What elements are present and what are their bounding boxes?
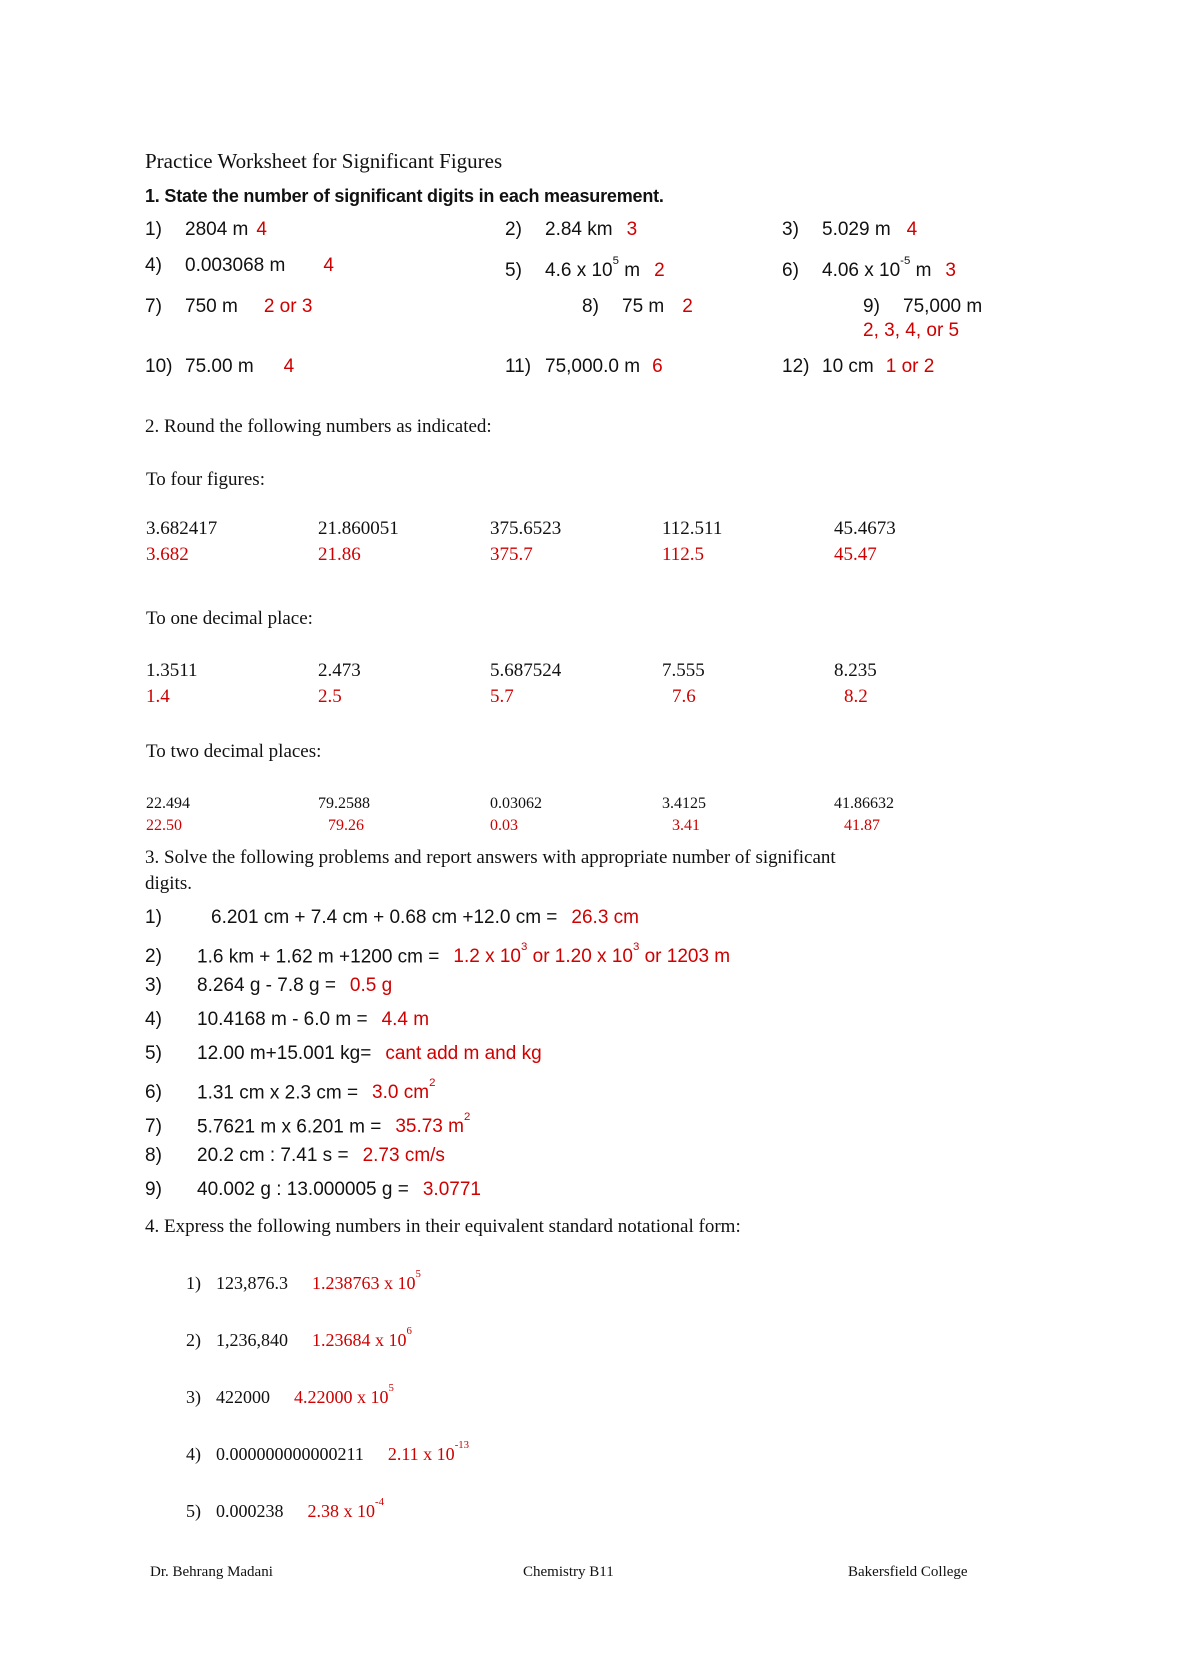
- problem-text: 5.7621 m x 6.201 m =: [197, 1116, 382, 1138]
- round-answer: 7.6: [672, 686, 696, 707]
- round-answer: 8.2: [844, 686, 868, 707]
- item-number: 3): [186, 1387, 201, 1407]
- section2-rounding: [146, 468, 1066, 837]
- item-text: 75,000 m: [903, 296, 983, 318]
- problem-answer: 3.0771: [422, 1179, 481, 1200]
- problem-text: 10.4168 m - 6.0 m =: [197, 1009, 368, 1030]
- item-number: 4): [145, 255, 162, 276]
- round-number: 1.3511: [146, 660, 198, 681]
- problem-item: [145, 1178, 730, 1212]
- page-title: Practice Worksheet for Significant Figures: [145, 149, 503, 173]
- notation-answer: 2.38 x $10^{-4}$: [307, 1496, 384, 1521]
- item-number: 8): [582, 296, 599, 318]
- problem-answer: 1.2 x $10^3$ or 1.20 x $10^3$ or 1203 m: [453, 940, 731, 968]
- round-answer: 375.7: [490, 544, 533, 565]
- problem-text: 1.31 cm x 2.3 cm =: [197, 1082, 359, 1104]
- notation-item: [186, 1381, 469, 1409]
- problem-answer: cant add m and kg: [385, 1043, 542, 1064]
- problem-answer: 35.73 $m^2$: [395, 1110, 471, 1138]
- round-number: 375.6523: [490, 518, 562, 539]
- section3-heading: [145, 845, 1075, 897]
- sigfig-item: [782, 254, 1155, 283]
- item-answer: 4: [283, 356, 295, 378]
- round-number: 5.687524: [490, 660, 562, 681]
- problem-item: [145, 974, 730, 1008]
- footer-author: Dr. Behrang Madani: [150, 1564, 273, 1580]
- round-answer: 3.682: [146, 544, 189, 565]
- item-number: 7): [145, 1116, 162, 1138]
- problem-text: 8.264 g - 7.8 g =: [197, 975, 336, 996]
- item-number: 1): [145, 907, 162, 928]
- item-number: 1): [186, 1273, 201, 1293]
- problem-answer: 26.3 cm: [571, 907, 639, 928]
- round-number: 79.2588: [318, 795, 370, 812]
- item-answer: 2: [654, 260, 665, 282]
- problem-answer: 4.4 m: [381, 1009, 430, 1030]
- notation-item: [186, 1495, 469, 1523]
- section3-heading-line2: digits.: [145, 873, 192, 894]
- round-number: 21.860051: [318, 518, 399, 539]
- item-number: 8): [145, 1145, 162, 1166]
- item-number: 5): [145, 1043, 162, 1064]
- sigfig-item: [505, 355, 782, 379]
- item-number: 4): [186, 1444, 201, 1464]
- item-text: 5.029 m: [822, 219, 891, 240]
- footer-course: Chemistry B11: [523, 1564, 614, 1580]
- section4-heading: 4. Express the following numbers in their equivalent standard notational form:: [145, 1216, 741, 1237]
- item-number: 2): [186, 1330, 201, 1350]
- problem-text: 20.2 cm : 7.41 s =: [197, 1145, 349, 1166]
- item-text: 75,000.0 m: [545, 356, 641, 378]
- round-answer: 79.26: [328, 817, 364, 834]
- item-number: 3): [782, 219, 799, 240]
- notation-number: 0.000238: [216, 1501, 284, 1521]
- sigfig-item: [505, 295, 782, 343]
- item-answer: 4: [256, 219, 267, 240]
- item-number: 5): [186, 1501, 201, 1521]
- notation-item: [186, 1267, 469, 1295]
- section3-problems: [145, 906, 730, 1212]
- item-number: 7): [145, 296, 162, 318]
- item-answer: 2, 3, 4, or 5: [863, 320, 960, 342]
- round-number: 2.473: [318, 660, 361, 681]
- item-number: 10): [145, 356, 173, 378]
- problem-text: 1.6 km + 1.62 m +1200 cm =: [197, 946, 440, 968]
- item-number: 1): [145, 219, 162, 240]
- item-number: 5): [505, 260, 522, 282]
- round-answer: 2.5: [318, 686, 342, 707]
- problem-text: 6.201 cm + 7.4 cm + 0.68 cm +12.0 cm =: [211, 907, 558, 928]
- sigfig-item: [505, 218, 782, 242]
- item-text: 2.84 km: [545, 219, 613, 240]
- problem-item: [145, 940, 730, 974]
- round-answer: 21.86: [318, 544, 361, 565]
- notation-item: [186, 1438, 469, 1466]
- notation-number: 0.000000000000211: [216, 1444, 364, 1464]
- sigfig-item: [782, 355, 1155, 379]
- round-group-label: To two decimal places:: [146, 741, 322, 762]
- round-answer: 45.47: [834, 544, 877, 565]
- item-answer: 2: [682, 296, 693, 318]
- item-number: 11): [505, 356, 532, 378]
- item-answer: 6: [652, 356, 663, 378]
- problem-item: [145, 1042, 730, 1076]
- notation-item: [186, 1324, 469, 1352]
- sigfig-item: [145, 254, 505, 283]
- round-answers-row: [146, 815, 1066, 837]
- round-numbers-row: [146, 658, 1066, 684]
- item-answer: 4: [323, 255, 334, 276]
- item-number: 6): [145, 1082, 162, 1104]
- item-text: 75.00 m: [185, 356, 254, 378]
- item-answer: 2 or 3: [263, 296, 313, 318]
- round-answer: 5.7: [490, 686, 514, 707]
- round-answer: 22.50: [146, 817, 182, 834]
- round-number: 3.682417: [146, 518, 218, 539]
- problem-answer: 0.5 g: [349, 975, 393, 996]
- problem-text: 40.002 g : 13.000005 g =: [197, 1179, 409, 1200]
- notation-answer: 1.238763 x $10^5$: [312, 1268, 421, 1293]
- item-answer: 1 or 2: [885, 356, 935, 378]
- round-answer: 3.41: [672, 817, 700, 834]
- round-number: 45.4673: [834, 518, 896, 539]
- round-number: 22.494: [146, 795, 190, 812]
- section3-heading-line1: 3. Solve the following problems and report answers with appropriate number of significant: [145, 847, 836, 868]
- round-number: 112.511: [662, 518, 723, 539]
- round-numbers-row: [146, 793, 1066, 815]
- problem-item: [145, 906, 730, 940]
- notation-number: 1,236,840: [216, 1330, 288, 1350]
- round-answer: 1.4: [146, 686, 170, 707]
- notation-answer: 4.22000 x $10^5$: [294, 1382, 394, 1407]
- round-answers-row: [146, 684, 1066, 710]
- round-number: 7.555: [662, 660, 705, 681]
- problem-answer: 3.0 $cm^2$: [372, 1076, 436, 1104]
- notation-number: 123,876.3: [216, 1273, 288, 1293]
- item-text: 2804 m: [185, 219, 249, 240]
- section1-heading: 1. State the number of significant digits in each measurement.: [145, 186, 664, 206]
- item-text: 10 cm: [822, 356, 874, 378]
- item-number: 2): [145, 946, 162, 968]
- round-answer: 0.03: [490, 817, 518, 834]
- item-number: 3): [145, 975, 162, 996]
- round-group-label: To one decimal place:: [146, 608, 313, 629]
- problem-item: [145, 1144, 730, 1178]
- footer-college: Bakersfield College: [848, 1564, 968, 1580]
- problem-item: [145, 1110, 730, 1144]
- section1-items: [145, 218, 1155, 379]
- problem-item: [145, 1076, 730, 1110]
- item-answer: 3: [945, 260, 956, 282]
- item-text: 75 m: [622, 296, 665, 318]
- notation-answer: 1.23684 x $10^6$: [312, 1325, 412, 1350]
- round-answer: 112.5: [662, 544, 705, 565]
- round-number: 0.03062: [490, 795, 542, 812]
- round-number: 8.235: [834, 660, 877, 681]
- sigfig-item: [145, 355, 505, 379]
- section2-heading: 2. Round the following numbers as indicated:: [145, 416, 492, 437]
- item-text: 750 m: [185, 296, 238, 318]
- round-answers-row: [146, 542, 1066, 568]
- item-text: 4.6 x $10^5$ m: [545, 254, 641, 282]
- sigfig-item: [782, 218, 1155, 242]
- problem-text: 12.00 m+15.001 kg=: [197, 1043, 372, 1064]
- item-line: [863, 295, 1155, 319]
- round-number: 41.86632: [834, 795, 894, 812]
- sigfig-item: [505, 254, 782, 283]
- problem-item: [145, 1008, 730, 1042]
- round-group-label: To four figures:: [146, 469, 265, 490]
- item-number: 12): [782, 356, 810, 378]
- item-number: 6): [782, 260, 799, 282]
- round-answer: 41.87: [844, 817, 880, 834]
- sigfig-item: [145, 295, 505, 343]
- section4-notation: [186, 1267, 469, 1552]
- item-answer: 3: [626, 219, 638, 240]
- item-number: 9): [145, 1179, 162, 1200]
- notation-number: 422000: [216, 1387, 270, 1407]
- item-number: 4): [145, 1009, 162, 1030]
- item-answer: 4: [906, 219, 918, 240]
- item-number: 2): [505, 219, 522, 240]
- sigfig-item: [782, 295, 1155, 343]
- item-text: 4.06 x $10^{-5}$ m: [822, 254, 932, 282]
- problem-answer: 2.73 cm/s: [362, 1145, 445, 1166]
- item-number: 9): [863, 296, 880, 318]
- notation-answer: 2.11 x $10^{-13}$: [387, 1439, 470, 1464]
- sigfig-item: [145, 218, 505, 242]
- round-numbers-row: [146, 516, 1066, 542]
- item-text: 0.003068 m: [185, 255, 286, 276]
- round-number: 3.4125: [662, 795, 706, 812]
